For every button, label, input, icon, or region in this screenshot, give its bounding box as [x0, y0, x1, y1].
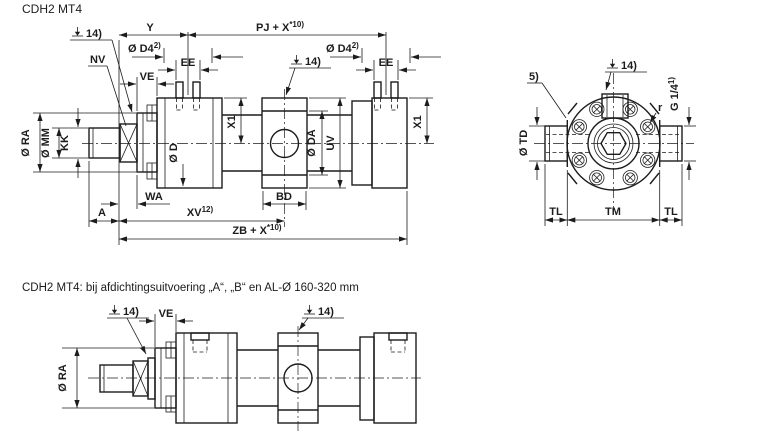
trunnion-pin-left: [545, 126, 591, 161]
variant-centerlines: [88, 326, 421, 431]
ground-note-trunnion: [286, 55, 331, 95]
dim-tl-label: TL: [549, 206, 563, 218]
dim-xv-label: XV$^{12)}$: [186, 205, 214, 219]
dim-ee-head: [158, 57, 218, 70]
ground-note-endview: [605, 59, 647, 90]
dim-da: [306, 111, 322, 175]
dim-x1-label: X1: [412, 115, 424, 129]
dim-ee-label: EE: [180, 57, 196, 69]
dim-xv: [119, 205, 285, 221]
g14-port-label: G 1/4$^{1)}$: [667, 76, 681, 112]
socket-screw-icon: [572, 153, 586, 167]
dim-ve-label: VE: [158, 308, 174, 320]
dim-ee-label: EE: [378, 57, 394, 69]
dim-d4-label: Ø D4$^{2)}$: [326, 41, 359, 55]
socket-screw-icon: [572, 120, 586, 134]
socket-screw-icon: [641, 120, 655, 134]
dim-mm-label: Ø MM: [40, 128, 52, 158]
socket-screw-icon: [623, 171, 637, 185]
dim-x1-cap: [412, 98, 427, 144]
dim-ve-label: VE: [139, 71, 155, 83]
note5-callout: [527, 71, 566, 118]
piston-rod: [89, 128, 120, 158]
rod-lock-nut: [120, 124, 137, 162]
variant-title: CDH2 MT4: bij afdichtingsuitvoering „A“, „B“ en AL-Ø 160-320 mm: [22, 282, 359, 294]
dim-da-label: Ø DA: [306, 129, 318, 157]
dim-wa-label: WA: [145, 191, 163, 203]
variant-dim-ra: [57, 348, 154, 408]
dim-zb-label: ZB + $X^{*10)}$: [232, 223, 282, 237]
ground-symbol-icon: [109, 305, 120, 314]
dim-x1-label: X1: [226, 115, 238, 129]
dim-pj-label: PJ + $X^{*10)}$: [255, 20, 305, 34]
main-side-view: [20, 2, 441, 245]
end-view: [518, 59, 696, 226]
ground-note-label: 14): [86, 28, 102, 40]
ground-symbol-icon: [304, 305, 315, 314]
variant-head-port: [191, 333, 209, 352]
dim-a: [89, 207, 119, 221]
socket-screw-icon: [590, 171, 604, 185]
dim-ve: [120, 71, 174, 84]
radius-label: r: [658, 102, 663, 114]
cylinder-cap: [352, 98, 407, 188]
dim-d-label: Ø D: [168, 143, 180, 163]
dim-wa: [101, 191, 170, 204]
dim-y: [119, 22, 188, 35]
dim-kk: [59, 108, 78, 178]
dim-mm: [40, 128, 59, 158]
dim-a-label: A: [98, 207, 106, 219]
dim-y-label: Y: [146, 22, 154, 34]
dim-d: [168, 143, 183, 186]
dim-d4-cap: [326, 41, 441, 57]
nv-label: NV: [90, 54, 106, 66]
dim-tm-label: TM: [605, 206, 621, 218]
ground-note-label: 14): [621, 60, 637, 72]
ground-symbol-icon: [291, 55, 302, 64]
variant-ground-note-trunnion: [299, 305, 344, 330]
page-title: CDH2 MT4: [22, 2, 83, 16]
ground-note-label: 14): [123, 306, 139, 318]
variant-lock-nut: [133, 361, 148, 396]
dim-zb: [119, 223, 407, 239]
ground-note-label: 14): [305, 56, 321, 68]
dim-kk-label: KK: [59, 135, 71, 151]
dim-bd-label: BD: [276, 191, 292, 203]
dim-d4-head: [128, 41, 243, 57]
dim-bd: [263, 191, 306, 204]
ground-symbol-icon: [72, 27, 83, 36]
dim-uv: [325, 98, 340, 188]
ground-note-label: 14): [318, 306, 334, 318]
variant-ground-note-head: [107, 305, 149, 354]
dim-ra-label: Ø RA: [20, 129, 32, 157]
dim-ee-cap: [356, 57, 416, 70]
socket-screw-icon: [623, 102, 637, 116]
variant-piston-rod: [100, 365, 133, 392]
note5-label: 5): [529, 71, 539, 83]
dim-x1-head: [226, 98, 241, 144]
dim-ra: [20, 113, 40, 172]
socket-screw-icon: [590, 102, 604, 116]
variant-cap-port: [389, 333, 407, 352]
dim-uv-label: UV: [325, 135, 337, 151]
dim-td-label: Ø TD: [518, 129, 530, 157]
dim-tl-label: TL: [664, 206, 678, 218]
nv-callout: [88, 54, 126, 126]
cylinder-head: [147, 98, 222, 188]
variant-spacer-ring: [148, 358, 155, 399]
dim-pj: [188, 20, 386, 35]
ground-note-head: [70, 27, 132, 112]
ground-symbol-icon: [607, 59, 618, 68]
dim-ra-label: Ø RA: [57, 364, 69, 392]
dim-d4-label: Ø D4$^{2)}$: [128, 41, 161, 55]
seal-variant-view: [22, 282, 421, 431]
variant-dim-ve: [139, 308, 193, 347]
socket-screw-icon: [641, 153, 655, 167]
